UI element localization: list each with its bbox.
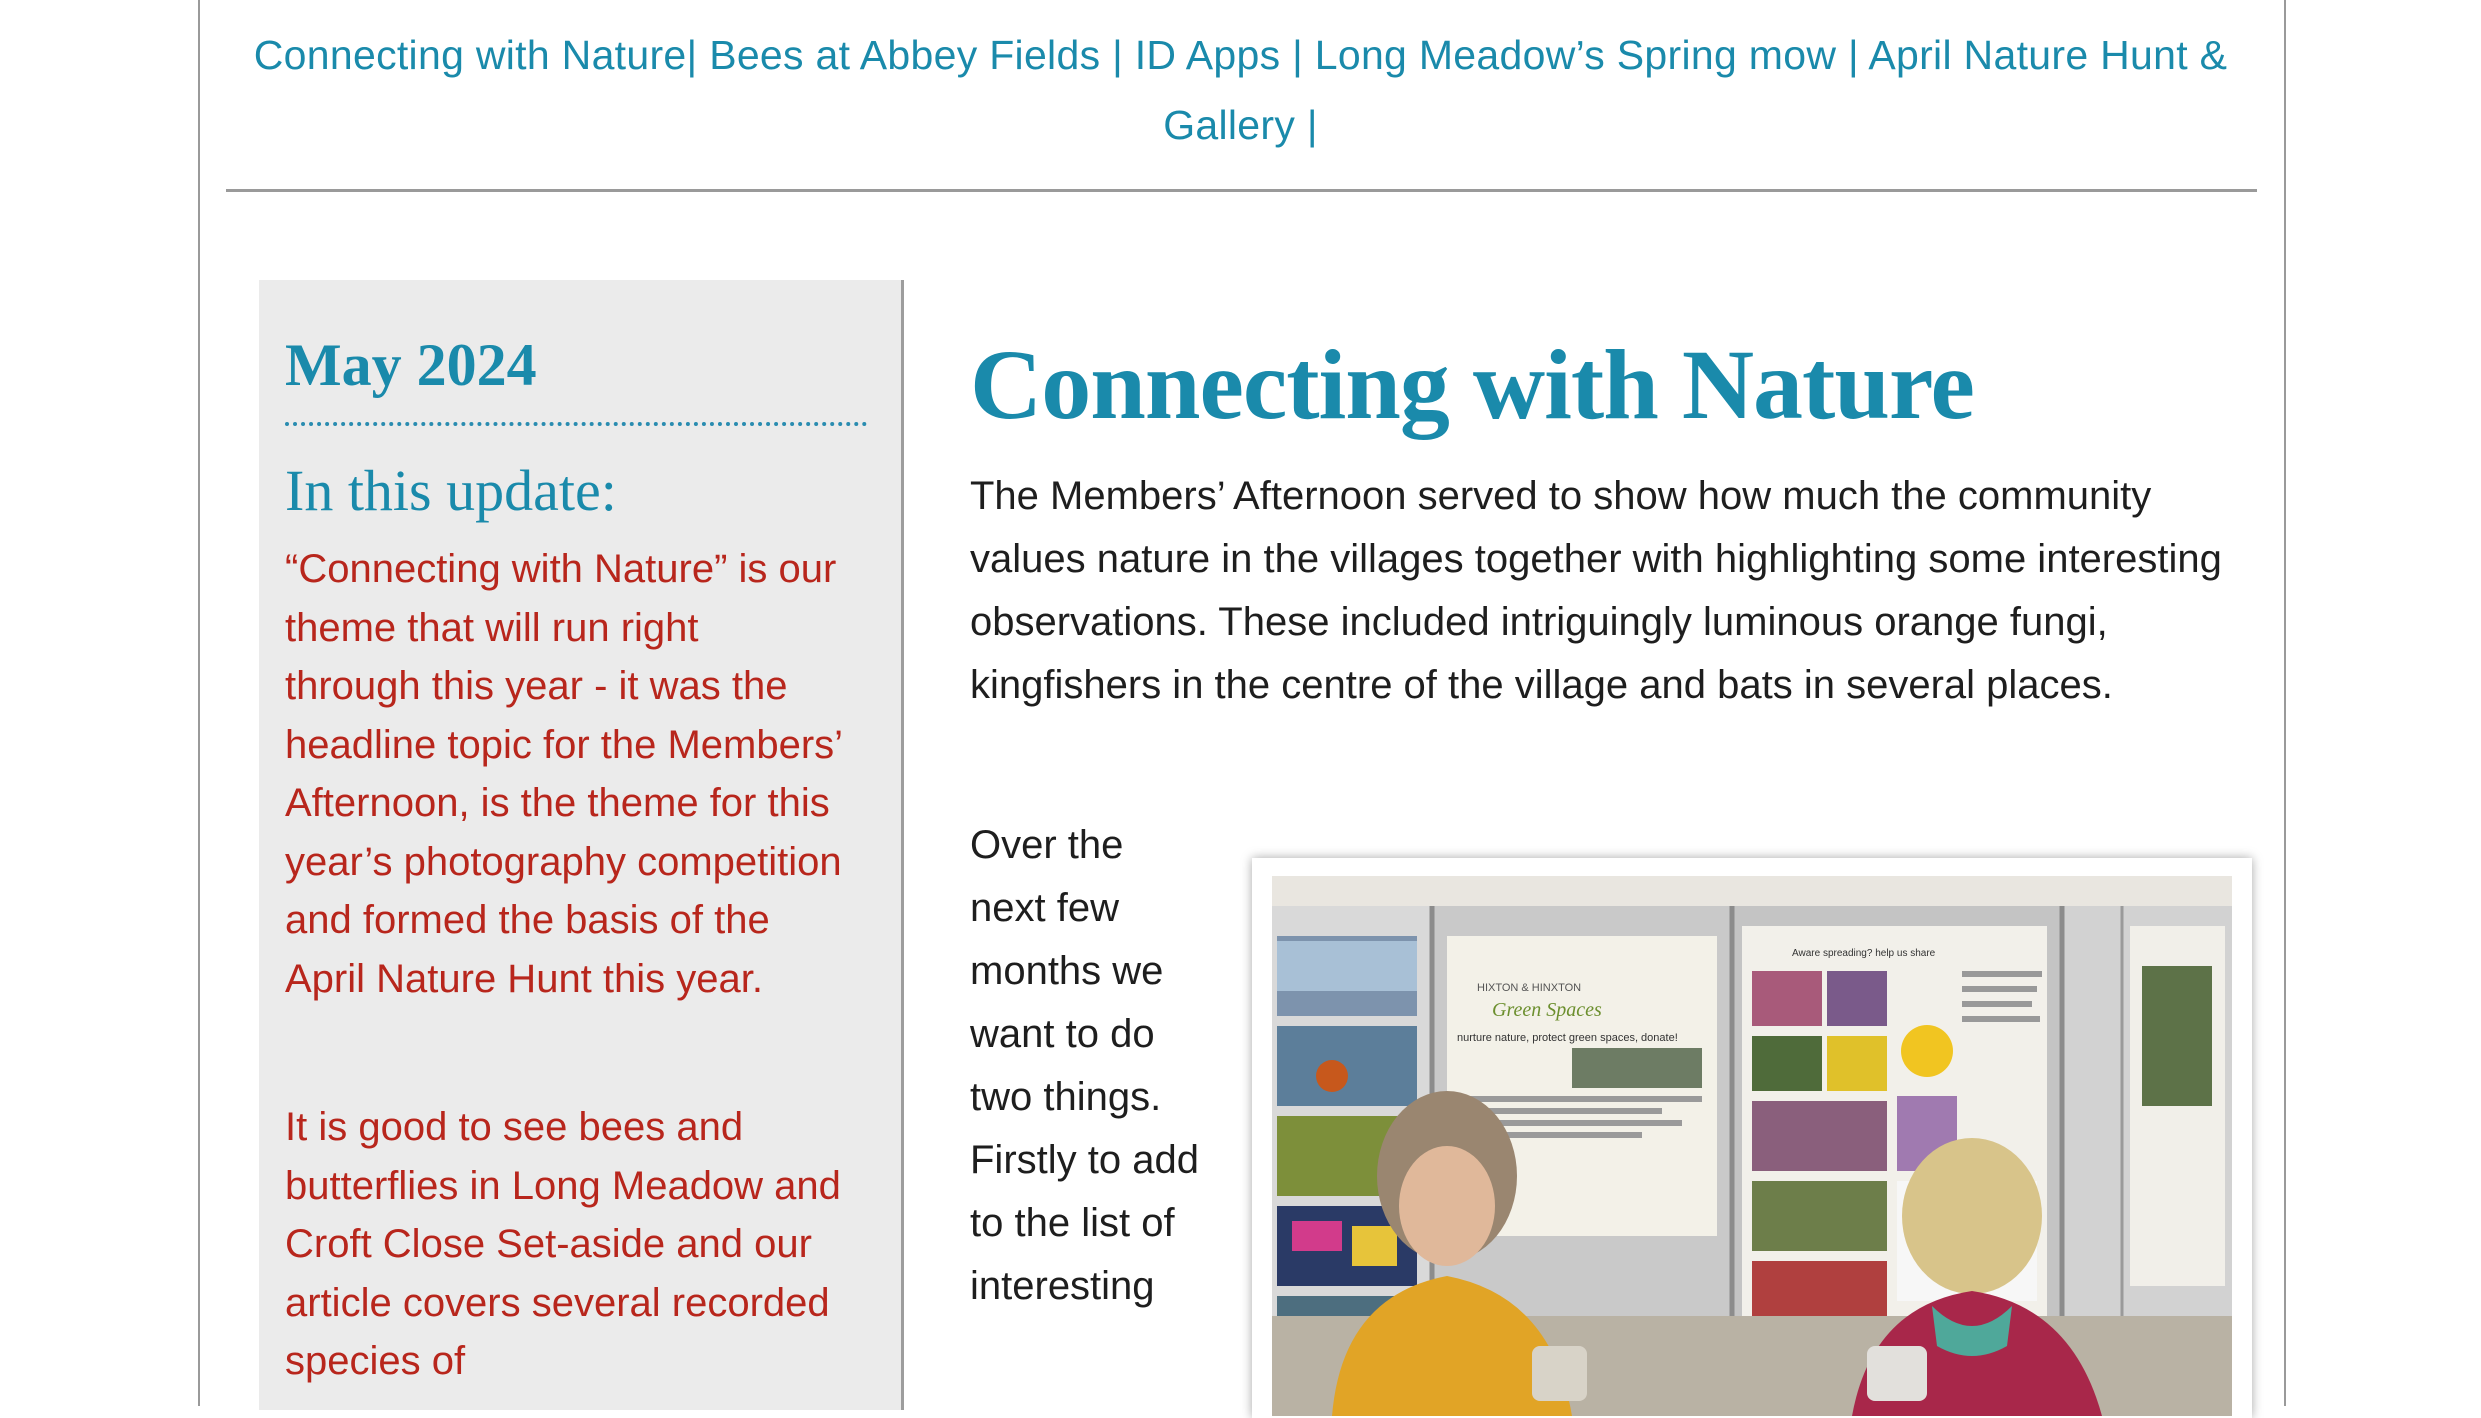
- poster-tagline: nurture nature, protect green spaces, donate!: [1457, 1032, 1678, 1044]
- poster-brand: HIXTON & HINXTON: [1477, 982, 1582, 994]
- poster-title: Green Spaces: [1492, 999, 1602, 1021]
- article-title: Connecting with Nature: [970, 329, 1974, 440]
- sidebar-paragraph: It is good to see bees and butterflies in Long Meadow and Croft Close Set-aside and our article covers several recorded species of: [285, 1105, 841, 1383]
- nav-separator: |: [1100, 32, 1135, 78]
- article-paragraph: The Members’ Afternoon served to show how much the community values nature in the villages together with highlighting some interesting observations. These included intriguingly luminous orange fungi, kingfishers in the centre of the village and bats in several places.: [970, 474, 2222, 707]
- nav-link-bees-at-abbey-fields[interactable]: Bees at Abbey Fields: [709, 32, 1101, 78]
- sidebar-heading: In this update:: [285, 458, 617, 523]
- nav-link-connecting-with-nature[interactable]: Connecting with Nature: [253, 32, 687, 78]
- nav-separator: |: [1295, 102, 1318, 148]
- sidebar-paragraph: “Connecting with Nature” is our theme that will run right through this year - it was the headline topic for the Members’ Afternoon, is the theme for this year’s photography competition and formed the basis of the April Nature Hunt this year.: [285, 547, 842, 1001]
- nav-separator: |: [1280, 32, 1315, 78]
- article-paragraph: Over the next few months we want to do two things. Firstly to add to the list of interesting: [970, 823, 1199, 1308]
- header-divider: [226, 189, 2257, 192]
- nav-link-long-meadow-spring-mow[interactable]: Long Meadow’s Spring mow: [1314, 32, 1837, 78]
- nav-link-id-apps[interactable]: ID Apps: [1134, 32, 1281, 78]
- poster2-heading: Aware spreading? help us share: [1792, 948, 1936, 959]
- nav-separator: |: [1836, 32, 1869, 78]
- nav-separator: |: [686, 32, 710, 78]
- dotted-divider: [285, 422, 867, 426]
- nav-link-april-nature-hunt-gallery[interactable]: April Nature Hunt & Gallery: [1163, 32, 2228, 148]
- issue-date: May 2024: [285, 332, 537, 398]
- exhibition-photo: [1272, 876, 2232, 1416]
- top-navigation: [230, 20, 2251, 160]
